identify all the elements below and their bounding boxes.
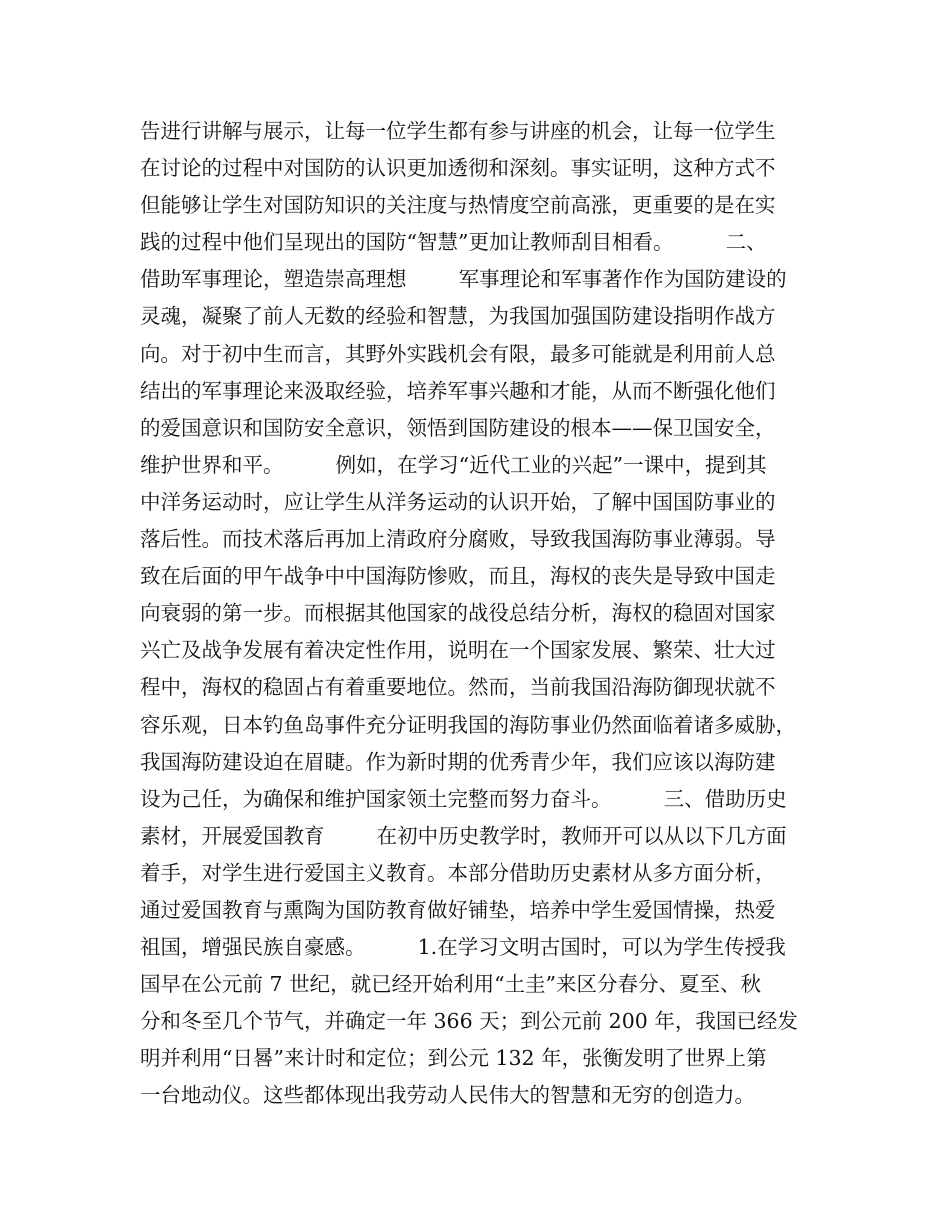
text-line: 但能够让学生对国防知识的关注度与热情度空前高涨，更重要的是在实	[140, 193, 776, 218]
text-line: 致在后面的甲午战争中中国海防惨败，而且，海权的丧失是导致中国走	[140, 564, 776, 589]
text-line: 着手，对学生进行爱国主义教育。本部分借助历史素材从多方面分析，	[140, 860, 776, 885]
text-line: 我国海防建设迫在眉睫。作为新时期的优秀青少年，我们应该以海防建	[140, 749, 776, 774]
text-line: 分和冬至几个节气，并确定一年 366 天；到公元前 200 年，我国已经发	[140, 1009, 798, 1034]
text-line: 设为己任，为确保和维护国家领土完整而努力奋斗。 三、借助历史	[140, 786, 787, 811]
body-text	[140, 113, 830, 1115]
text-line: 维护世界和平。 例如，在学习“近代工业的兴起”一课中，提到其	[140, 452, 767, 477]
text-line: 灵魂，凝聚了前人无数的经验和智慧，为我国加强国防建设指明作战方	[140, 304, 776, 329]
text-line: 通过爱国教育与熏陶为国防教育做好铺垫，培养中学生爱国情操，热爱	[140, 897, 776, 922]
text-line: 程中，海权的稳固占有着重要地位。然而，当前我国沿海防御现状就不	[140, 675, 776, 700]
text-line: 践的过程中他们呈现出的国防“智慧”更加让教师刮目相看。 二、	[140, 230, 767, 255]
text-line: 国早在公元前 7 世纪，就已经开始利用“土圭”来区分春分、夏至、秋	[140, 972, 762, 997]
text-line: 借助军事理论，塑造崇高理想 军事理论和军事著作作为国防建设的	[140, 267, 787, 292]
text-line: 容乐观，日本钓鱼岛事件充分证明我国的海防事业仍然面临着诸多威胁，	[140, 712, 796, 737]
text-line: 的爱国意识和国防安全意识，领悟到国防建设的根本——保卫国安全，	[140, 415, 776, 440]
text-line: 告进行讲解与展示，让每一位学生都有参与讲座的机会，让每一位学生	[140, 119, 776, 143]
text-line: 向。对于初中生而言，其野外实践机会有限，最多可能就是利用前人总	[140, 341, 776, 366]
text-line: 素材，开展爱国教育 在初中历史教学时，教师开可以从以下几方面	[140, 823, 787, 848]
text-line: 兴亡及战争发展有着决定性作用，说明在一个国家发展、繁荣、壮大过	[140, 638, 776, 663]
text-line: 向衰弱的第一步。而根据其他国家的战役总结分析，海权的稳固对国家	[140, 601, 776, 626]
text-line: 在讨论的过程中对国防的认识更加透彻和深刻。事实证明，这种方式不	[140, 156, 776, 181]
text-line: 明并利用“日晷”来计时和定位；到公元 132 年，张衡发明了世界上第	[140, 1046, 767, 1071]
text-line: 结出的军事理论来汲取经验，培养军事兴趣和才能，从而不断强化他们	[140, 378, 776, 403]
text-line: 落后性。而技术落后再加上清政府分腐败，导致我国海防事业薄弱。导	[140, 527, 776, 552]
text-line: 一台地动仪。这些都体现出我劳动人民伟大的智慧和无穷的创造力。	[140, 1083, 755, 1108]
text-line: 祖国，增强民族自豪感。 1.在学习文明古国时，可以为学生传授我	[140, 935, 786, 960]
text-line: 中洋务运动时，应让学生从洋务运动的认识开始，了解中国国防事业的	[140, 489, 776, 514]
